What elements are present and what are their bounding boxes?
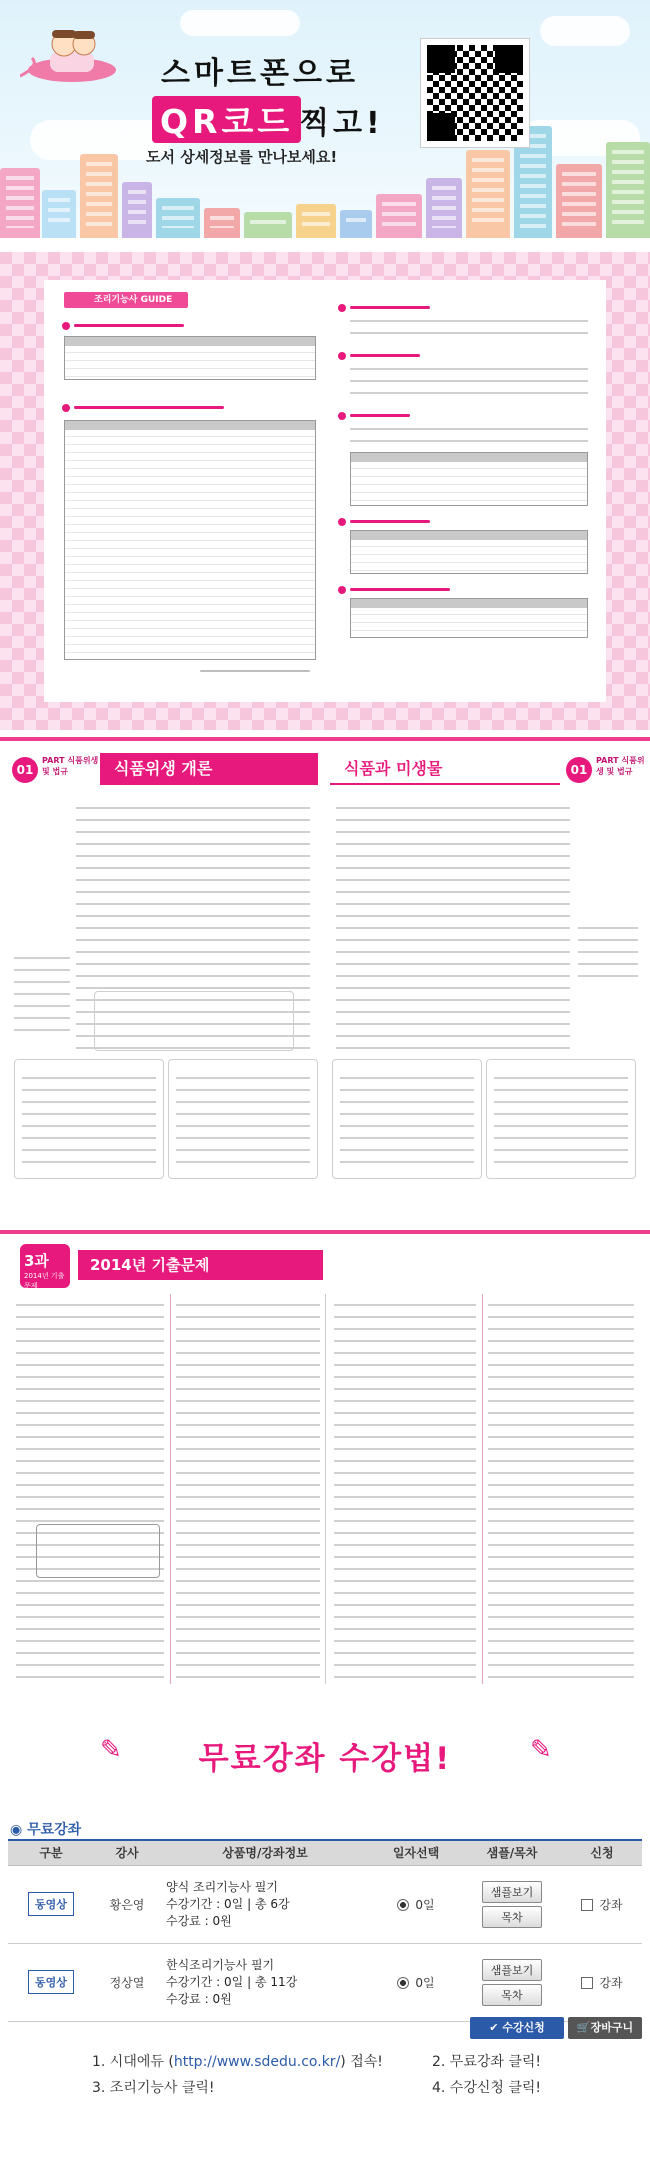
- table-row: [8, 1865, 642, 1943]
- apply-lecture-label: 수강신청: [502, 2021, 545, 2034]
- cart-button[interactable]: [568, 2017, 642, 2039]
- col-header: 샘플/목차: [462, 1840, 562, 1865]
- radio-button[interactable]: [397, 1977, 409, 1989]
- date-select[interactable]: [370, 1943, 462, 2021]
- section-heading-bar: [350, 306, 430, 309]
- section-heading-bar: [350, 520, 430, 523]
- section-heading-bar: [350, 588, 450, 591]
- exam-question-text: [16, 1298, 164, 1678]
- building: [426, 178, 462, 238]
- building: [204, 208, 240, 238]
- quiz-text: [176, 1071, 310, 1167]
- building: [244, 212, 292, 238]
- acceptance-table: [350, 452, 588, 506]
- section-heading-bar: [74, 406, 224, 409]
- chapter-page-spread: [0, 737, 650, 1213]
- date-select[interactable]: [370, 1865, 462, 1943]
- section-label: [10, 1819, 81, 1839]
- lecture-info: [160, 1865, 370, 1943]
- teacher-name: 정상열: [94, 1943, 160, 2021]
- building: [296, 204, 336, 238]
- page-gutter: [325, 1294, 326, 1684]
- guide-tag: 조리기능사 GUIDE: [64, 292, 188, 308]
- globe-icon: ◉: [10, 1822, 23, 1838]
- type-badge: 동영상: [28, 1892, 74, 1916]
- exam-year-label: 3과: [24, 1252, 49, 1270]
- radio-button[interactable]: [397, 1899, 409, 1911]
- chapter-part-label: PART 식품위생 및 법규: [42, 756, 99, 776]
- table-row: [8, 1943, 642, 2021]
- exam-question-text: [176, 1298, 320, 1678]
- banner-subline: 도서 상세정보를 만나보세요!: [146, 148, 338, 166]
- building: [80, 154, 118, 238]
- toc-button[interactable]: 목차: [482, 1984, 542, 2006]
- exam-title: 2014년 기출문제: [78, 1250, 323, 1280]
- side-note: [14, 951, 70, 1031]
- free-lecture-title: 무료강좌 수강법!: [198, 1741, 452, 1777]
- check-icon: ✔: [489, 2021, 499, 2034]
- chapter-title-left: 식품위생 개론: [100, 753, 318, 785]
- section-bullet: [338, 304, 346, 312]
- inline-table: [94, 991, 294, 1051]
- chapter-part-label: PART 식품위생 및 법규: [596, 756, 645, 776]
- date-label: 0일: [415, 1897, 435, 1912]
- step-3: 3. 조리기능사 클릭!: [92, 2080, 215, 2096]
- section-heading-bar: [350, 354, 420, 357]
- quiz-text: [340, 1071, 474, 1167]
- column-divider: [170, 1294, 171, 1684]
- lecture-period: 수강기간 : 0일 | 총 6강: [166, 1896, 290, 1911]
- section-bullet: [338, 352, 346, 360]
- step-1: 1. 시대에듀 (http://www.sdedu.co.kr/) 접속!: [92, 2054, 383, 2070]
- lecture-info: [160, 1943, 370, 2021]
- col-header: 신청: [562, 1840, 642, 1865]
- guide-text: [350, 362, 588, 398]
- banner-headline-1: 스마트폰으로: [161, 56, 359, 91]
- chapter-title-right: 식품과 미생물: [330, 753, 560, 785]
- exam-inline-box: [36, 1524, 160, 1578]
- building: [122, 182, 152, 238]
- lecture-fee: 수강료 : 0원: [166, 1913, 232, 1928]
- col-header: 구분: [8, 1840, 94, 1865]
- apply-cell[interactable]: [562, 1943, 642, 2021]
- step-2: 2. 무료강좌 클릭!: [432, 2054, 542, 2070]
- teacher-name: 황은영: [94, 1865, 160, 1943]
- step-4: 4. 수강신청 클릭!: [432, 2080, 542, 2096]
- free-lecture-guide: [0, 1715, 650, 2178]
- building: [42, 190, 76, 238]
- building: [156, 198, 200, 238]
- building: [466, 150, 510, 238]
- apply-lecture-button[interactable]: [470, 2017, 564, 2039]
- section-bullet: [338, 412, 346, 420]
- exam-year-badge: [20, 1244, 70, 1288]
- lecture-fee: 수강료 : 0원: [166, 1991, 232, 2006]
- checkbox[interactable]: [581, 1977, 593, 1989]
- column-divider: [482, 1294, 483, 1684]
- section-heading-bar: [74, 324, 184, 327]
- brush-icon: ✎: [530, 1735, 552, 1765]
- chapter-body-text: [336, 801, 570, 1051]
- section-bullet: [338, 518, 346, 526]
- type-badge: 동영상: [28, 1970, 74, 1994]
- chapter-number-badge: 01: [566, 757, 592, 783]
- quiz-text: [22, 1071, 156, 1167]
- lecture-name[interactable]: 양식 조리기능사 필기: [166, 1879, 278, 1894]
- building: [376, 194, 422, 238]
- sample-button[interactable]: 샘플보기: [482, 1881, 542, 1903]
- lecture-table: [8, 1839, 642, 2022]
- cloud: [180, 10, 300, 36]
- section-label-text: 무료강좌: [27, 1822, 82, 1838]
- cart-label: 장바구니: [590, 2021, 634, 2034]
- apply-cell[interactable]: [562, 1865, 642, 1943]
- pilot-plane-illustration: [20, 18, 124, 100]
- exam-question-text: [488, 1298, 634, 1678]
- exam-dates-table: [64, 420, 316, 660]
- exam-time-table: [350, 530, 588, 574]
- sdedu-link[interactable]: http://www.sdedu.co.kr/: [173, 2054, 341, 2070]
- lecture-name[interactable]: 한식조리기능사 필기: [166, 1957, 275, 1972]
- exam-schedule-table: [64, 336, 316, 380]
- apply-label: 강좌: [599, 1975, 623, 1990]
- guide-page-spread: [0, 252, 650, 730]
- toc-button[interactable]: 목차: [482, 1906, 542, 1928]
- sample-button[interactable]: 샘플보기: [482, 1959, 542, 1981]
- guide-text: [350, 314, 588, 340]
- cart-icon: 🛒: [576, 2021, 591, 2034]
- exam-page-spread: [0, 1230, 650, 1700]
- building: [556, 164, 602, 238]
- building: [340, 210, 372, 238]
- col-header: 상품명/강좌정보: [160, 1840, 370, 1865]
- section-bullet: [338, 586, 346, 594]
- section-bullet: [62, 404, 70, 412]
- cloud: [540, 16, 630, 46]
- qr-code-image: [420, 38, 530, 148]
- col-header: 강사: [94, 1840, 160, 1865]
- exam-question-text: [334, 1298, 476, 1678]
- section-bullet: [62, 322, 70, 330]
- building: [606, 142, 650, 238]
- section-heading-bar: [350, 414, 410, 417]
- col-header: 일자선택: [370, 1840, 462, 1865]
- building: [0, 168, 40, 238]
- qr-banner: [0, 0, 650, 238]
- chapter-number-badge: 01: [12, 757, 38, 783]
- brush-icon: ✎: [100, 1735, 122, 1765]
- banner-headline-qr: QR코드: [152, 96, 301, 143]
- apply-label: 강좌: [599, 1897, 623, 1912]
- side-note: [578, 921, 638, 981]
- banner-headline-2: 찍고!: [300, 106, 384, 141]
- lecture-period: 수강기간 : 0일 | 총 11강: [166, 1974, 298, 1989]
- checkbox[interactable]: [581, 1899, 593, 1911]
- table-footnote: [200, 670, 310, 672]
- guide-text: [350, 422, 588, 448]
- date-label: 0일: [415, 1975, 435, 1990]
- quiz-text: [494, 1071, 628, 1167]
- practical-time-table: [350, 598, 588, 638]
- exam-year-small: 2014년 기출문제: [24, 1272, 65, 1290]
